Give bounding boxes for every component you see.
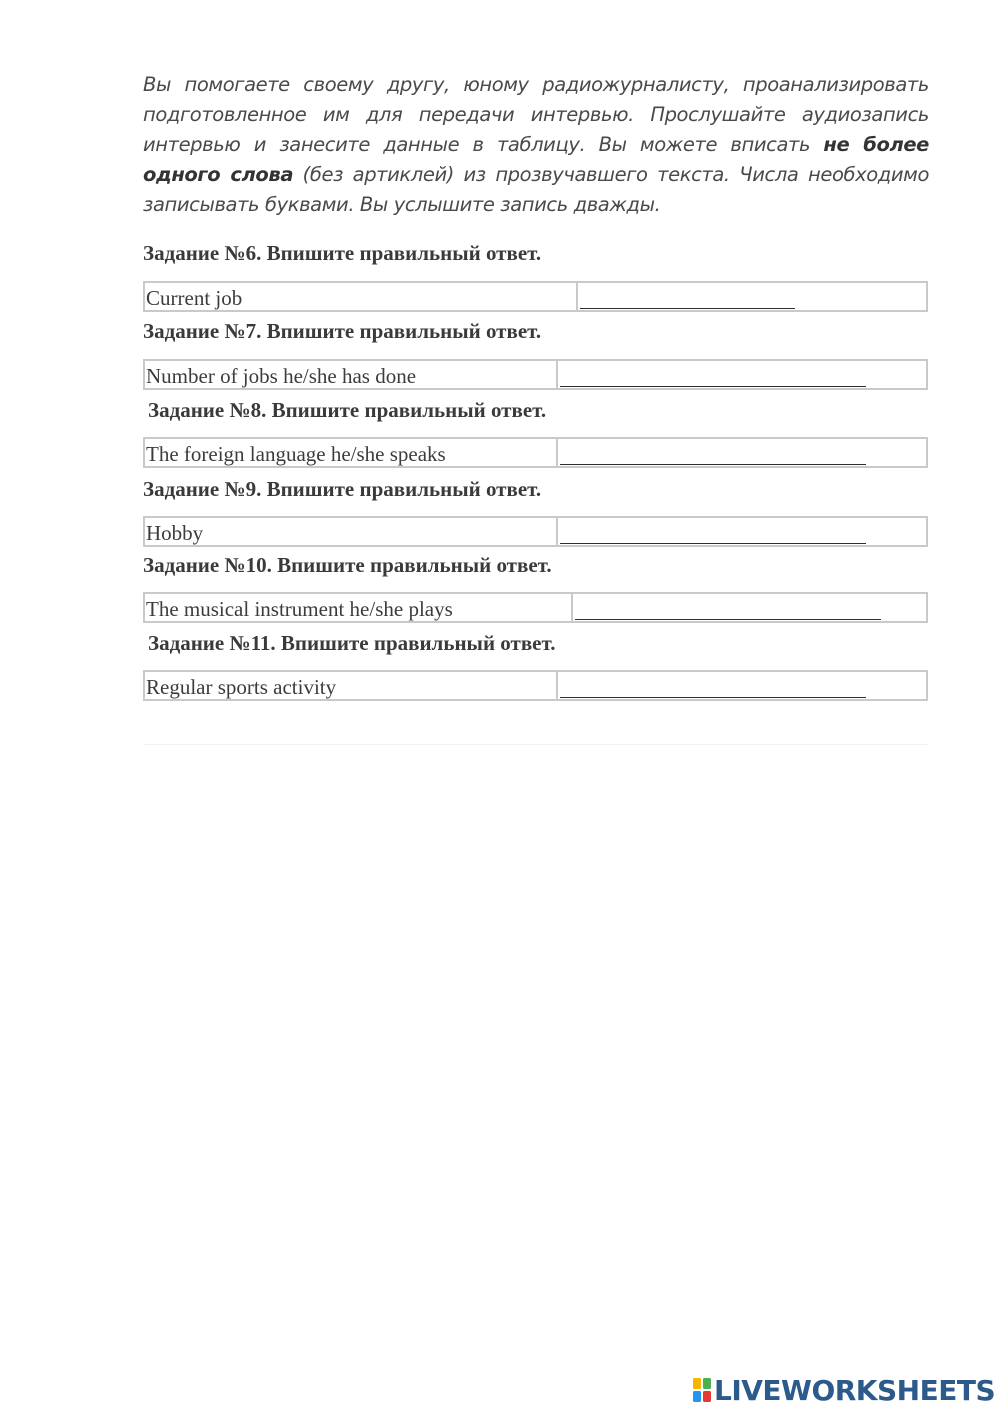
- task-8-answer-blank[interactable]: [560, 464, 866, 465]
- instructions-text-end: (без артиклей) из прозвучавшего текста. Числа необходимо записывать буквами. Вы услышите запись дважды.: [143, 163, 929, 216]
- task-8-answer-cell[interactable]: [558, 439, 926, 466]
- liveworksheets-logo-text: LIVEWORKSHEETS: [714, 1373, 996, 1407]
- task-11-answer-blank[interactable]: [560, 697, 866, 698]
- task-8-row: [143, 437, 928, 468]
- task-9-row: [143, 516, 928, 547]
- task-7-answer-blank[interactable]: [560, 386, 866, 387]
- task-11-answer-cell[interactable]: [558, 672, 926, 699]
- instructions-paragraph: [143, 70, 929, 220]
- task-6-answer-cell[interactable]: [578, 283, 926, 310]
- task-7-row: [143, 359, 928, 390]
- task-7-label: Number of jobs he/she has done: [145, 361, 558, 388]
- task-11-row: [143, 670, 928, 701]
- task-11-label: Regular sports activity: [145, 672, 558, 699]
- task-10-answer-blank[interactable]: [575, 619, 881, 620]
- task-9-label: Hobby: [145, 518, 558, 545]
- task-9-answer-cell[interactable]: [558, 518, 926, 545]
- divider: [143, 744, 929, 745]
- liveworksheets-logo[interactable]: [692, 1374, 995, 1406]
- liveworksheets-logo-icon: [692, 1377, 712, 1403]
- task-6-row: [143, 281, 928, 312]
- task-6-label: Current job: [145, 283, 578, 310]
- instructions-emphasis: не более одного слова: [143, 133, 929, 186]
- task-9-answer-blank[interactable]: [560, 543, 866, 544]
- task-10-row: [143, 592, 928, 623]
- task-10-answer-cell[interactable]: [573, 594, 926, 621]
- task-8-label: The foreign language he/she speaks: [145, 439, 558, 466]
- task-10-title: Задание №10. Впишите правильный ответ.: [143, 553, 552, 577]
- task-9-title: Задание №9. Впишите правильный ответ.: [143, 477, 542, 501]
- task-7-answer-cell[interactable]: [558, 361, 926, 388]
- instructions-text: Вы помогаете своему другу, юному радиожурналисту, проанализировать подготовленное им для передачи интервью. Прослушайте аудиозапись интервью и занесите данные в таблицу. Вы можете вписать: [143, 73, 929, 156]
- task-6-answer-blank[interactable]: [580, 308, 795, 309]
- task-7-title: Задание №7. Впишите правильный ответ.: [143, 319, 542, 343]
- task-10-label: The musical instrument he/she plays: [145, 594, 573, 621]
- task-11-title: Задание №11. Впишите правильный ответ.: [148, 631, 556, 655]
- task-6-title: Задание №6. Впишите правильный ответ.: [143, 241, 542, 265]
- task-8-title: Задание №8. Впишите правильный ответ.: [148, 398, 547, 422]
